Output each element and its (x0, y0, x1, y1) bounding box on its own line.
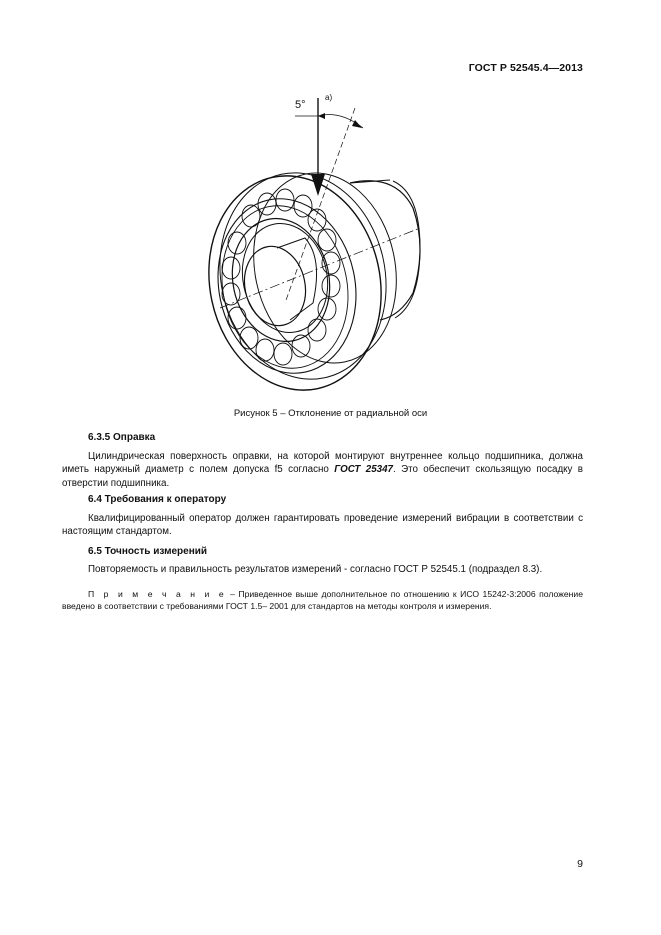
section-6-4-text (62, 512, 583, 539)
page-number: 9 (577, 858, 583, 870)
section-6-3-5-text-part2: . Это обеспечит скользящую посадку в отверстии подшипника. (62, 464, 584, 489)
section-6-3-5-text-part1: Цилиндрическая поверхность оправки, на которой монтируют внутреннее кольцо подшипника, должна иметь наружный диаметр с полем допуска f5 согласно (62, 451, 583, 476)
section-6-3-5-title: 6.3.5 Оправка (88, 432, 156, 443)
document-code: ГОСТ Р 52545.4—2013 (468, 62, 583, 74)
section-6-5-text (62, 563, 583, 576)
note-label: П р и м е ч а н и е (88, 589, 227, 599)
figure-caption: Рисунок 5 – Отклонение от радиальной оси (233, 408, 428, 419)
gost-25347-reference: ГОСТ 25347 (334, 464, 393, 476)
section-6-3-5-text (62, 450, 583, 490)
angle-label: 5° (295, 99, 306, 111)
bearing-drawing (195, 88, 435, 393)
note (62, 589, 583, 612)
section-6-4-body: Квалифицированный оператор должен гарантировать проведение измерений вибрации в соответствии с настоящим стандартом. (62, 513, 583, 538)
section-6-5-body: Повторяемость и правильность результатов измерений - согласно ГОСТ Р 52545.1 (подраздел 8.3). (88, 564, 543, 575)
note-text: – Приведенное выше дополнительное по отношению к ИСО 15242-3:2006 положение введено в соответствии с требованиями ГОСТ 1.5– 2001 для стандартов на методы контроля и измерения. (62, 589, 584, 611)
section-6-5-title: 6.5 Точность измерений (88, 546, 208, 557)
figure-note-marker: а) (325, 93, 333, 102)
bearing-figure (195, 88, 435, 393)
section-6-4-title: 6.4 Требования к оператору (88, 494, 227, 505)
